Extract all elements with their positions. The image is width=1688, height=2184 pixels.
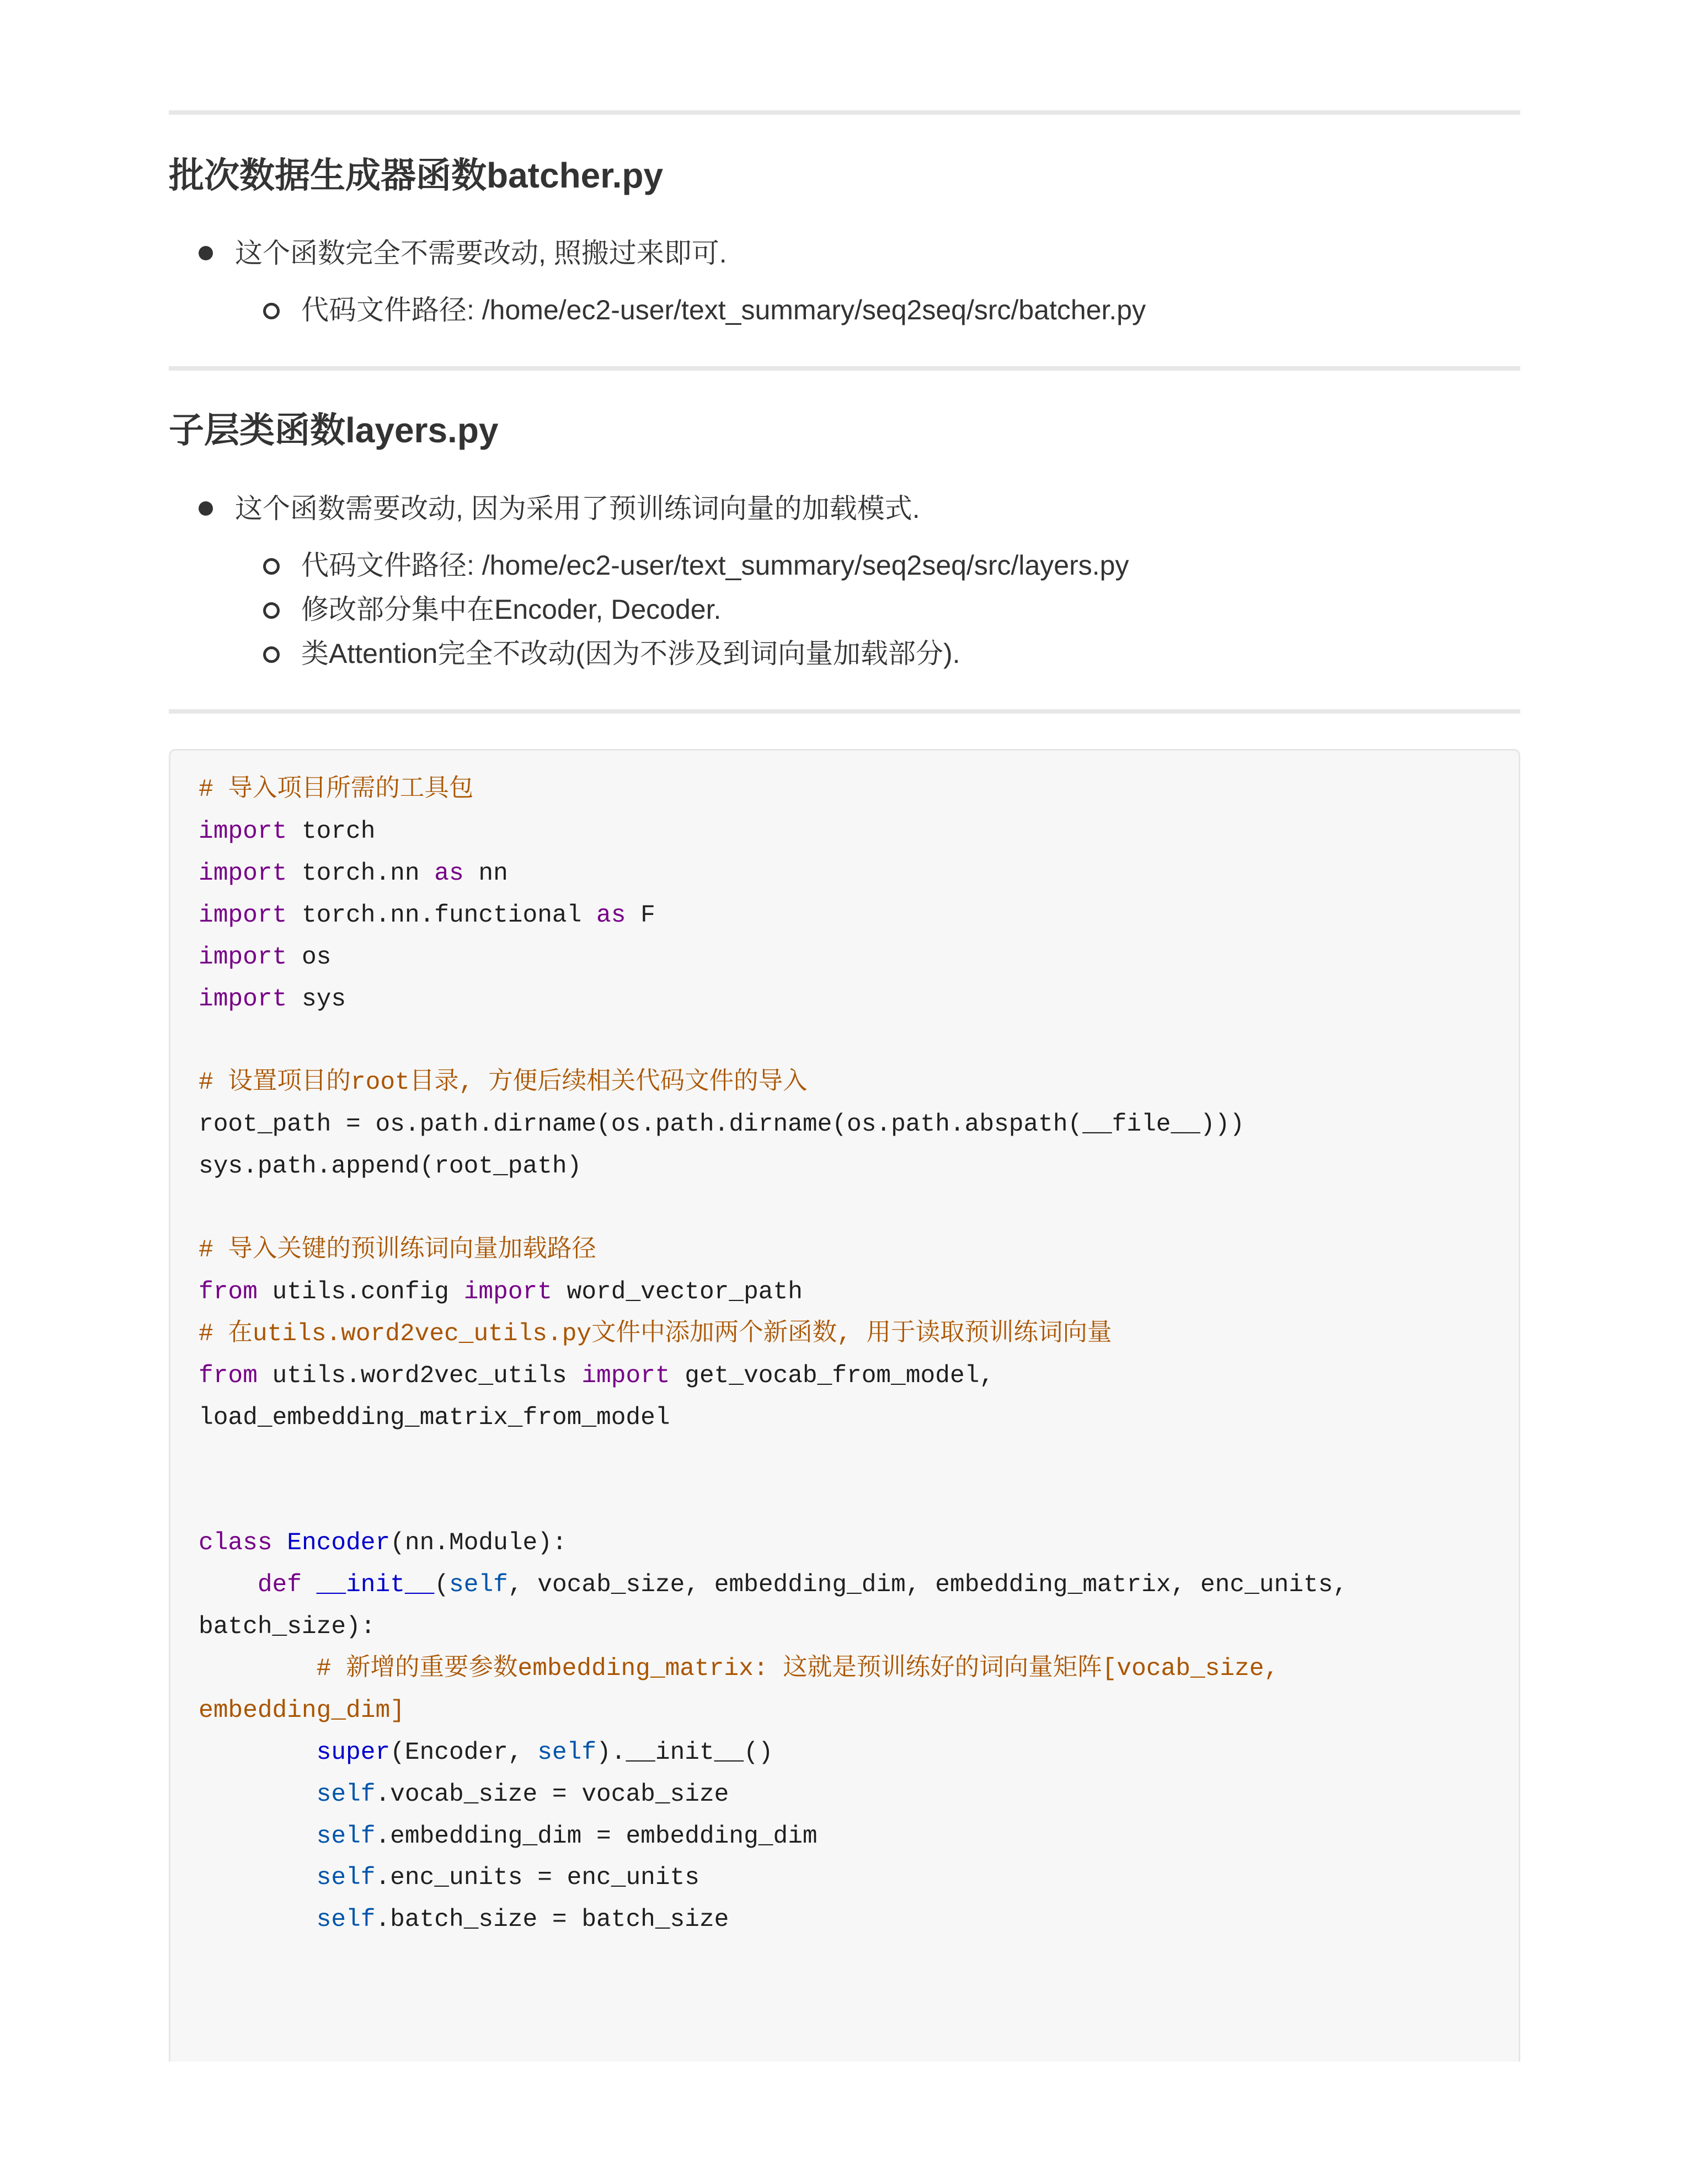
bullet-circle bbox=[263, 558, 280, 575]
code-token: self bbox=[449, 1571, 508, 1599]
bullet-circle bbox=[263, 646, 280, 663]
code-line bbox=[199, 978, 346, 1020]
code-line bbox=[199, 769, 473, 811]
code-token: nn bbox=[463, 859, 508, 887]
code-line bbox=[199, 1355, 994, 1397]
code-line bbox=[199, 1774, 729, 1816]
code-token: batch_size): bbox=[199, 1613, 376, 1641]
code-token: self bbox=[537, 1738, 597, 1767]
code-token: self bbox=[316, 1906, 376, 1934]
code-token: torch.nn bbox=[287, 859, 435, 887]
code-token: import bbox=[463, 1278, 552, 1306]
section-divider bbox=[169, 110, 1520, 115]
code-line bbox=[199, 1732, 773, 1774]
code-token: torch bbox=[287, 817, 376, 845]
list-item: 这个函数需要改动, 因为采用了预训练词向量的加载模式. bbox=[235, 493, 920, 524]
code-token: def bbox=[257, 1571, 302, 1599]
code-token: sys bbox=[287, 985, 346, 1013]
bullet-disc bbox=[199, 246, 213, 260]
code-token bbox=[199, 1864, 317, 1892]
code-token bbox=[302, 1571, 317, 1599]
code-token bbox=[199, 1823, 317, 1850]
code-line bbox=[199, 1606, 375, 1648]
list-item: 修改部分集中在Encoder, Decoder. bbox=[301, 594, 722, 625]
code-token: ).__init__() bbox=[596, 1738, 773, 1767]
code-token: utils.word2vec_utils bbox=[257, 1362, 582, 1390]
code-line bbox=[199, 895, 655, 936]
code-line bbox=[199, 1564, 1348, 1606]
code-token: torch.nn.functional bbox=[287, 901, 597, 929]
list-item: 这个函数完全不需要改动, 照搬过来即可. bbox=[235, 238, 727, 269]
code-token: Encoder bbox=[287, 1529, 391, 1557]
code-token bbox=[199, 1906, 317, 1934]
code-token: ( bbox=[434, 1571, 450, 1599]
code-token: import bbox=[199, 859, 287, 887]
list-item: 类Attention完全不改动(因为不涉及到词向量加载部分). bbox=[301, 638, 960, 669]
code-line bbox=[199, 1648, 1279, 1690]
code-line bbox=[199, 1229, 596, 1271]
code-token: (nn.Module): bbox=[390, 1529, 567, 1557]
code-token: as bbox=[434, 859, 464, 887]
code-token: import bbox=[199, 901, 287, 929]
code-token bbox=[199, 1781, 317, 1808]
code-line bbox=[199, 1899, 729, 1941]
code-token: super bbox=[316, 1738, 391, 1767]
code-line bbox=[199, 1104, 1244, 1145]
code-token: root_path = os.path.dirname(os.path.dirname(os.path.abspath(__file__))) bbox=[199, 1111, 1245, 1139]
code-token: , vocab_size, embedding_dim, embedding_matrix, enc_units, bbox=[508, 1571, 1348, 1599]
code-token: from bbox=[199, 1278, 258, 1306]
code-token: # 导入关键的预训练词向量加载路径 bbox=[199, 1236, 596, 1264]
code-token: get_vocab_from_model, bbox=[670, 1362, 995, 1390]
code-token: # 导入项目所需的工具包 bbox=[199, 776, 474, 804]
code-line bbox=[199, 1857, 699, 1899]
code-token: # 新增的重要参数embedding_matrix: 这就是预训练好的词向量矩阵[vocab_size, bbox=[316, 1655, 1279, 1683]
code-token: import bbox=[199, 817, 287, 845]
code-line bbox=[199, 936, 331, 978]
bullet-disc bbox=[199, 501, 213, 516]
code-line bbox=[199, 1145, 581, 1187]
code-token: sys.path.append(root_path) bbox=[199, 1153, 582, 1181]
section-divider bbox=[169, 366, 1520, 371]
section-heading-layers: 子层类函数layers.py bbox=[169, 410, 499, 450]
code-token: .vocab_size = vocab_size bbox=[375, 1780, 729, 1808]
code-line bbox=[199, 1816, 818, 1858]
code-token: import bbox=[199, 943, 287, 971]
code-token: utils.config bbox=[257, 1278, 464, 1306]
code-line bbox=[199, 811, 375, 853]
code-token bbox=[199, 1655, 317, 1683]
list-item-path: 代码文件路径: /home/ec2-user/text_summary/seq2seq/src/batcher.py bbox=[301, 295, 1146, 325]
code-token: self bbox=[316, 1780, 376, 1808]
code-line bbox=[199, 853, 508, 895]
code-token: load_embedding_matrix_from_model bbox=[199, 1404, 670, 1432]
code-token: .embedding_dim = embedding_dim bbox=[375, 1822, 818, 1850]
code-token: (Encoder, bbox=[390, 1738, 538, 1767]
code-token bbox=[199, 1571, 258, 1599]
code-line bbox=[199, 1522, 567, 1564]
code-token bbox=[273, 1529, 287, 1557]
code-token: class bbox=[199, 1529, 273, 1557]
code-token: # 设置项目的root目录, 方便后续相关代码文件的导入 bbox=[199, 1069, 808, 1097]
code-token: __init__ bbox=[316, 1571, 435, 1599]
code-line bbox=[199, 1062, 808, 1104]
code-token bbox=[199, 1739, 317, 1767]
code-token: word_vector_path bbox=[552, 1278, 803, 1306]
list-item-path: 代码文件路径: /home/ec2-user/text_summary/seq2seq/src/layers.py bbox=[301, 550, 1129, 581]
code-token: .batch_size = batch_size bbox=[375, 1906, 729, 1934]
code-token: # 在utils.word2vec_utils.py文件中添加两个新函数, 用于读取预训练词向量 bbox=[199, 1320, 1112, 1348]
code-token: embedding_dim] bbox=[199, 1696, 405, 1725]
code-token: as bbox=[596, 901, 626, 929]
code-token: F bbox=[626, 901, 655, 929]
code-line bbox=[199, 1397, 670, 1439]
code-token: import bbox=[199, 985, 287, 1013]
bullet-circle bbox=[263, 303, 280, 319]
code-token: os bbox=[287, 943, 332, 971]
code-line bbox=[199, 1313, 1112, 1355]
section-divider bbox=[169, 709, 1520, 714]
code-token: .enc_units = enc_units bbox=[375, 1864, 699, 1892]
code-token: from bbox=[199, 1362, 258, 1390]
bullet-circle bbox=[263, 602, 280, 619]
code-token: self bbox=[316, 1864, 376, 1892]
code-token: self bbox=[316, 1822, 376, 1850]
section-heading-batcher: 批次数据生成器函数batcher.py bbox=[169, 156, 664, 195]
code-line bbox=[199, 1271, 803, 1313]
code-line bbox=[199, 1690, 405, 1732]
code-token: import bbox=[581, 1362, 670, 1390]
